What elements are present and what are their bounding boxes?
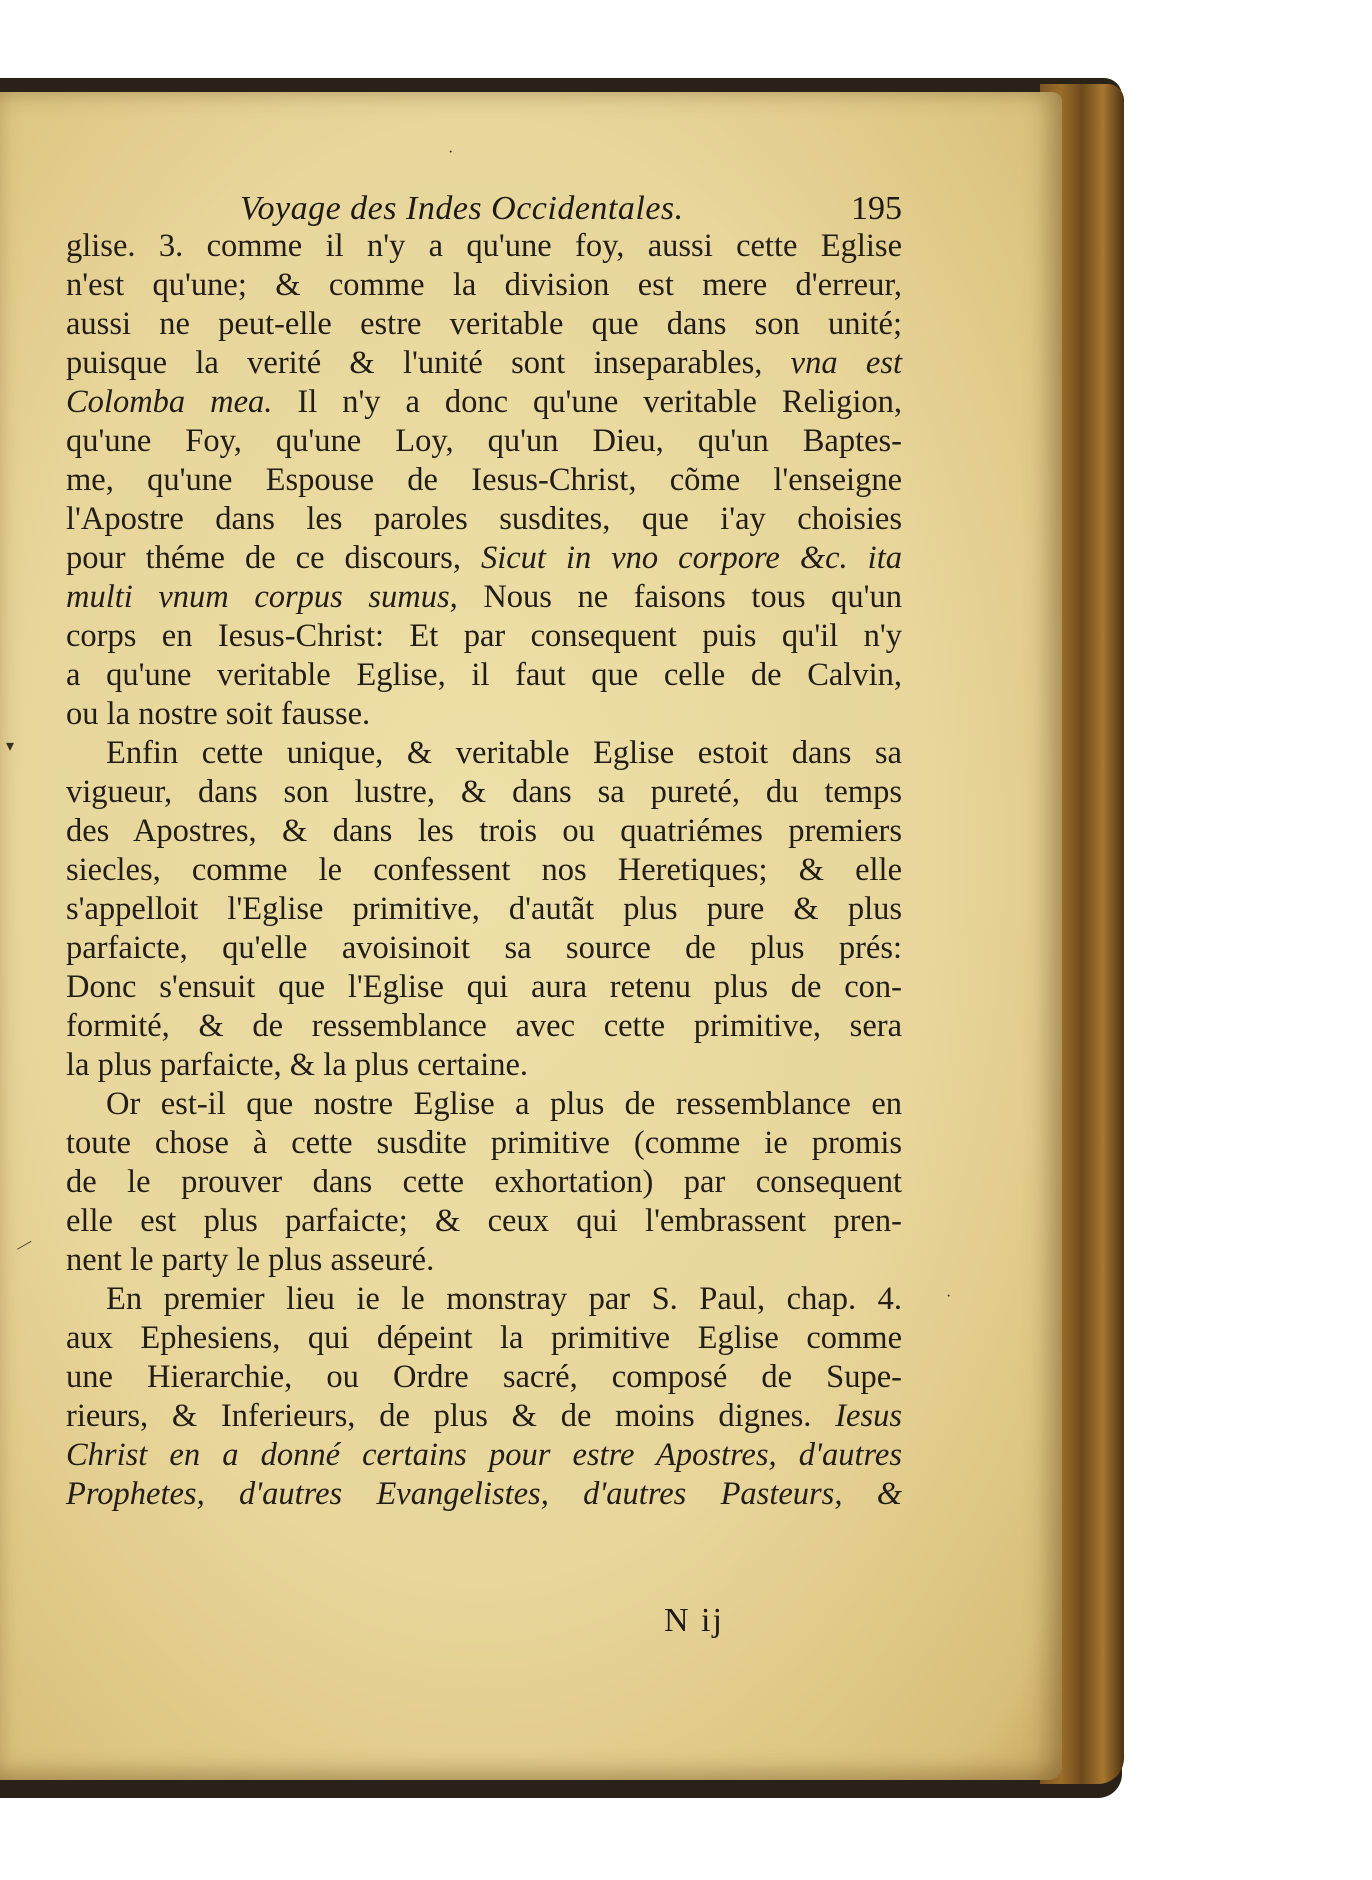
margin-mark: · bbox=[946, 1288, 952, 1305]
text-segment: des Apostres, & dans les trois ou quatriémes premiers bbox=[66, 813, 902, 849]
text-line bbox=[66, 461, 902, 500]
text-segment: puisque la verité & l'unité sont inseparables, bbox=[66, 345, 791, 381]
text-segment: Or est-il que nostre Eglise a plus de ressemblance en bbox=[106, 1086, 902, 1122]
text-segment: elle est plus parfaicte; & ceux qui l'embrassent pren- bbox=[66, 1203, 902, 1239]
text-line bbox=[66, 1085, 902, 1124]
text-segment: toute chose à cette susdite primitive (comme ie promis bbox=[66, 1125, 902, 1161]
text-segment: Donc s'ensuit que l'Eglise qui aura retenu plus de con- bbox=[66, 969, 902, 1005]
text-line bbox=[66, 773, 902, 812]
italic-segment: Colomba mea. bbox=[66, 384, 298, 420]
text-segment: glise. 3. comme il n'y a qu'une foy, aussi cette Eglise bbox=[66, 228, 902, 264]
text-line bbox=[66, 500, 902, 539]
text-line bbox=[66, 1475, 902, 1514]
text-segment: a qu'une veritable Eglise, il faut que celle de Calvin, bbox=[66, 657, 902, 693]
text-line bbox=[66, 1436, 902, 1475]
text-segment: En premier lieu ie le monstray par S. Paul, chap. 4. bbox=[106, 1281, 902, 1317]
italic-segment: Iesus bbox=[835, 1398, 902, 1434]
text-segment: ou la nostre soit fausse. bbox=[66, 696, 371, 732]
text-segment: aux Ephesiens, qui dépeint la primitive Eglise comme bbox=[66, 1320, 902, 1356]
text-line bbox=[66, 1358, 902, 1397]
text-line bbox=[66, 1397, 902, 1436]
text-line bbox=[66, 1202, 902, 1241]
margin-mark: · bbox=[448, 144, 454, 161]
text-line bbox=[66, 344, 902, 383]
running-title: Voyage des Indes Occidentales. bbox=[240, 190, 684, 227]
italic-segment: Sicut in vno corpore &c. ita bbox=[480, 540, 902, 576]
text-segment: qu'une Foy, qu'une Loy, qu'un Dieu, qu'un Baptes- bbox=[66, 423, 902, 459]
signature-mark: N ij bbox=[664, 1602, 724, 1639]
text-segment: me, qu'une Espouse de Iesus-Christ, cõme l'enseigne bbox=[66, 462, 902, 498]
text-segment: siecles, comme le confessent nos Heretiques; & elle bbox=[66, 852, 902, 888]
text-segment: de le prouver dans cette exhortation) par consequent bbox=[66, 1164, 902, 1200]
text-segment: l'Apostre dans les paroles susdites, que i'ay choisies bbox=[66, 501, 902, 537]
text-line bbox=[66, 656, 902, 695]
text-line bbox=[66, 968, 902, 1007]
italic-segment: vna est bbox=[790, 345, 902, 381]
text-segment: formité, & de ressemblance avec cette primitive, sera bbox=[66, 1008, 902, 1044]
text-line bbox=[66, 617, 902, 656]
text-line bbox=[66, 734, 902, 773]
page-number: 195 bbox=[851, 190, 902, 227]
text-segment: Il n'y a donc qu'une veritable Religion, bbox=[297, 384, 902, 420]
text-line bbox=[66, 695, 902, 734]
text-line bbox=[66, 1319, 902, 1358]
text-segment: nent le party le plus asseuré. bbox=[66, 1242, 435, 1278]
text-line bbox=[66, 539, 902, 578]
italic-segment: Prophetes, d'autres Evangelistes, d'autres Pasteurs, & bbox=[66, 1476, 902, 1512]
italic-segment: Christ en a donné certains pour estre Apostres, d'autres bbox=[66, 1437, 902, 1473]
text-segment: aussi ne peut-elle estre veritable que dans son unité; bbox=[66, 306, 902, 342]
text-line bbox=[66, 383, 902, 422]
text-segment: rieurs, & Inferieurs, de plus & de moins dignes. bbox=[66, 1398, 836, 1434]
text-line bbox=[66, 1124, 902, 1163]
text-segment: s'appelloit l'Eglise primitive, d'autãt plus pure & plus bbox=[66, 891, 902, 927]
text-segment: n'est qu'une; & comme la division est mere d'erreur, bbox=[66, 267, 902, 303]
text-segment: Nous ne faisons tous qu'un bbox=[483, 579, 902, 615]
text-line bbox=[66, 578, 902, 617]
text-line bbox=[66, 851, 902, 890]
text-line bbox=[66, 422, 902, 461]
text-segment: corps en Iesus-Christ: Et par consequent puis qu'il n'y bbox=[66, 618, 902, 654]
text-line bbox=[66, 1241, 902, 1280]
italic-segment: multi vnum corpus sumus, bbox=[66, 579, 484, 615]
text-line bbox=[66, 266, 902, 305]
text-segment: Enfin cette unique, & veritable Eglise estoit dans sa bbox=[106, 735, 902, 771]
text-line bbox=[66, 812, 902, 851]
text-segment: la plus parfaicte, & la plus certaine. bbox=[66, 1047, 529, 1083]
margin-mark: ▾ bbox=[6, 738, 15, 755]
text-line bbox=[66, 1007, 902, 1046]
text-line bbox=[66, 1163, 902, 1202]
text-line bbox=[66, 227, 902, 266]
text-line bbox=[66, 929, 902, 968]
text-segment: vigueur, dans son lustre, & dans sa pureté, du temps bbox=[66, 774, 902, 810]
margin-mark: — bbox=[12, 1233, 35, 1256]
text-line bbox=[66, 1280, 902, 1319]
text-line bbox=[66, 1046, 902, 1085]
text-segment: pour théme de ce discours, bbox=[66, 540, 481, 576]
text-segment: une Hierarchie, ou Ordre sacré, composé de Supe- bbox=[66, 1359, 902, 1395]
text-line bbox=[66, 890, 902, 929]
page-header bbox=[240, 190, 902, 230]
body-text bbox=[66, 227, 902, 1514]
text-segment: parfaicte, qu'elle avoisinoit sa source de plus prés: bbox=[66, 930, 902, 966]
text-line bbox=[66, 305, 902, 344]
